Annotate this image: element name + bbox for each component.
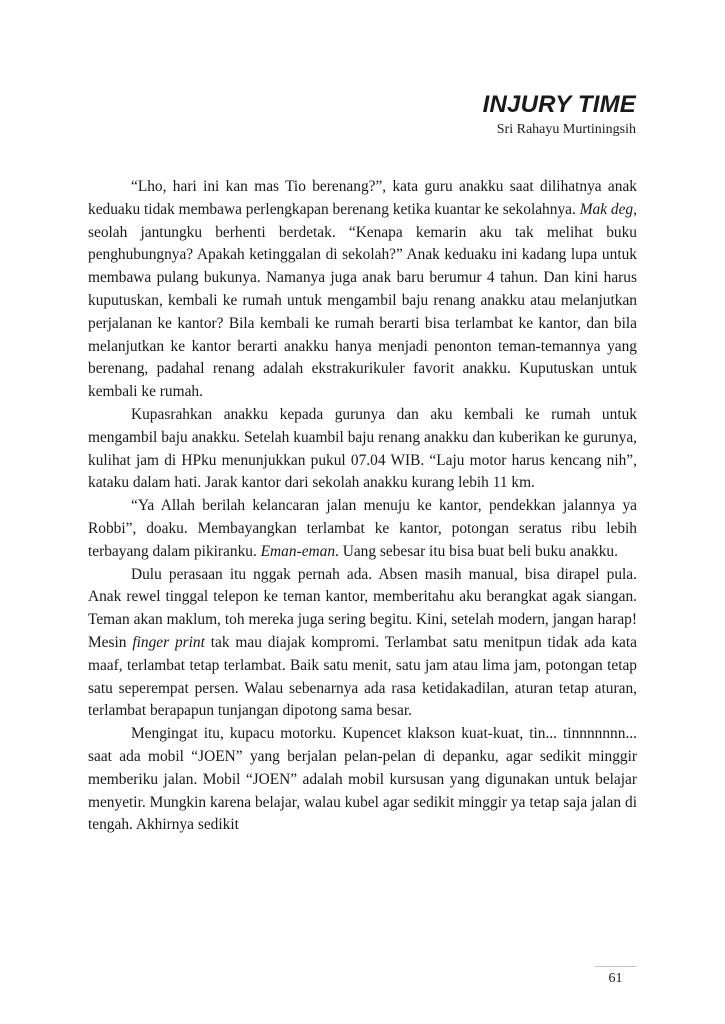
paragraph [88, 495, 637, 563]
paragraph-text: “Lho, hari ini kan mas Tio berenang?”, kata guru anakku saat dilihatnya anak keduaku tidak membawa perlengkapan berenang ketika kuantar ke sekolahnya. [88, 178, 637, 218]
paragraph [88, 176, 637, 404]
paragraph-text: tak mau diajak kompromi. Terlambat satu menitpun tidak ada kata maaf, terlambat tetap terlambat. Baik satu menit, satu jam atau lima jam, potongan tetap satu seperempat persen. Walau sebenarnya ada rasa ketidakadilan, aturan tetap aturan, terlambat berapapun tunjangan dipotong sama besar. [88, 633, 637, 720]
footer-divider [595, 966, 636, 967]
author-name: Sri Rahayu Murtiningsih [496, 122, 636, 137]
story-body [88, 176, 637, 837]
paragraph [88, 404, 637, 495]
italic-phrase: Mak deg [579, 200, 634, 218]
paragraph-text: “Ya Allah berilah kelancaran jalan menuju ke kantor, pendekkan jalannya ya Robbi”, doaku. Membayangkan terlambat ke kantor, potongan seratus ribu lebih terbayang dalam pikiranku. [88, 497, 637, 560]
paragraph-text: Dulu perasaan itu nggak pernah ada. Absen masih manual, bisa dirapel pula. Anak rewel tinggal telepon ke teman kantor, memberitahu aku berangkat agak siangan. Teman akan maklum, toh mereka juga sering begitu. Kini, setelah modern, jangan harap! Mesin [88, 565, 637, 651]
paragraph-text: , seolah jantungku berhenti berdetak. “Kenapa kemarin aku tak melihat buku penghubungnya? Apakah ketinggalan di sekolah?” Anak keduaku ini kadang lupa untuk membawa pulang bukunya. Namanya juga anak baru berumur 4 tahun. Dan kini harus kuputuskan, kembali ke rumah untuk mengambil baju renang anakku atau melanjutkan perjalanan ke kantor? Bila kembali ke rumah berarti bisa terlambat ke kantor, dan bila melanjutkan ke kantor berarti anakku hanya menjadi penonton teman-temannya yang berenang, padahal renang adalah ekstrakurikuler favorit anakku. Kuputuskan untuk kembali ke rumah. [88, 200, 637, 401]
paragraph-text: Mengingat itu, kupacu motorku. Kupencet klakson kuat-kuat, tin... tinnnnnnn... saat ada mobil “JOEN” yang berjalan pelan-pelan di depanku, agar sedikit minggir memberiku jalan. Mobil “JOEN” adalah mobil kursusan yang digunakan untuk belajar menyetir. Mungkin karena belajar, walau kubel agar sedikit minggir ya tetap saja jalan di tengah. Akhirnya sedikit [88, 725, 637, 834]
paragraph [88, 564, 637, 724]
page-number: 61 [608, 971, 623, 986]
italic-phrase: finger print [132, 633, 205, 651]
paragraph [88, 723, 637, 837]
story-title: INJURY TIME [482, 91, 636, 118]
paragraph-text: . Uang sebesar itu bisa buat beli buku anakku. [335, 542, 618, 560]
italic-phrase: Eman-eman [260, 542, 336, 560]
paragraph-text: Kupasrahkan anakku kepada gurunya dan aku kembali ke rumah untuk mengambil baju anakku. Setelah kuambil baju renang anakku dan kuberikan ke gurunya, kulihat jam di HPku menunjukkan pukul 07.04 WIB. “Laju motor harus kencang nih”, kataku dalam hati. Jarak kantor dari sekolah anakku kurang lebih 11 km. [88, 405, 637, 492]
